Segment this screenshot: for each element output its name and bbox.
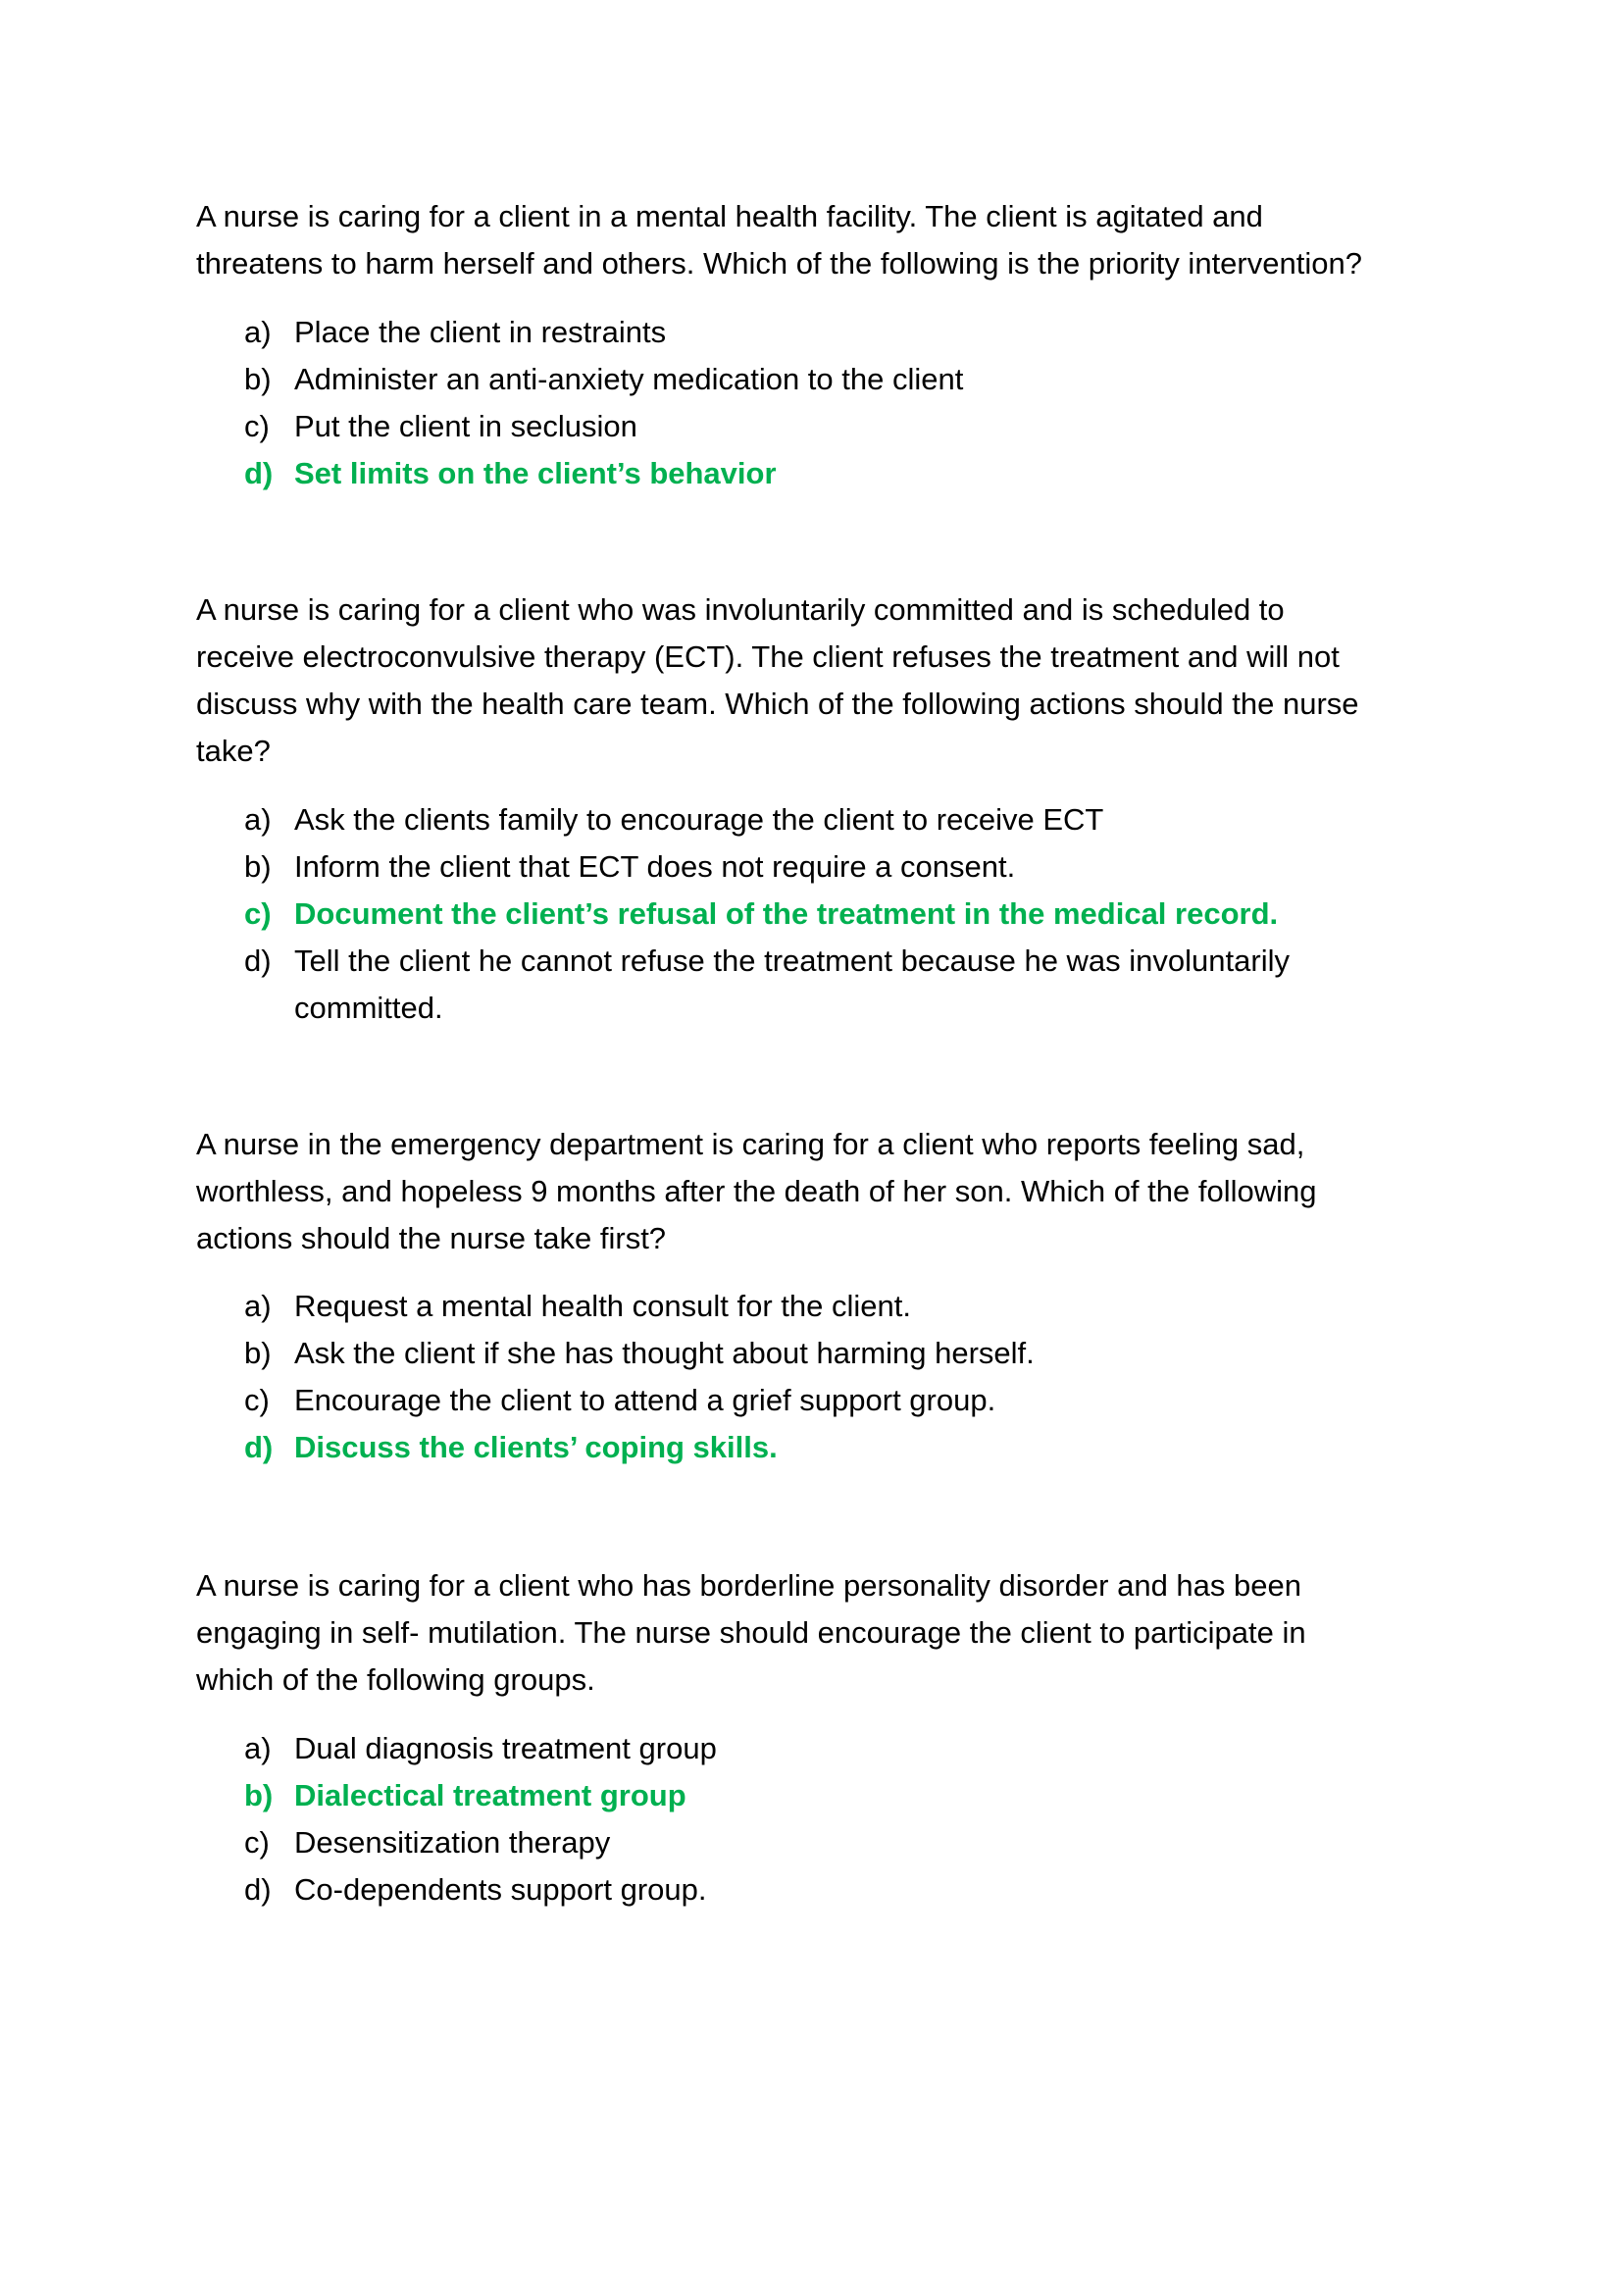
option-d-correct-answer [244, 450, 963, 497]
option-label: a) [244, 802, 272, 837]
option-a [244, 309, 963, 356]
question-line: discuss why with the health care team. Which of the following actions should the nurse [196, 687, 1359, 721]
question-line: threatens to harm herself and others. Which of the following is the priority intervention? [196, 246, 1362, 280]
option-text: Co-dependents support group. [294, 1872, 707, 1907]
option-text: Dialectical treatment group [294, 1778, 686, 1812]
option-label: a) [244, 1289, 272, 1323]
question-1-stem [196, 193, 1362, 287]
question-4-stem [196, 1562, 1306, 1704]
option-text: Administer an anti-anxiety medication to the client [294, 362, 964, 396]
question-3-stem [196, 1121, 1317, 1262]
question-line: engaging in self- mutilation. The nurse should encourage the client to participate in [196, 1615, 1306, 1650]
option-d [244, 1866, 717, 1913]
option-text: Encourage the client to attend a grief support group. [294, 1383, 996, 1417]
option-a [244, 1283, 1035, 1330]
option-text: Ask the clients family to encourage the client to receive ECT [294, 802, 1104, 837]
option-label: d) [244, 944, 272, 978]
option-label: c) [244, 1383, 270, 1417]
option-text: Discuss the clients’ coping skills. [294, 1430, 778, 1464]
question-4-options [244, 1725, 717, 1913]
option-text: Request a mental health consult for the client. [294, 1289, 911, 1323]
option-label: c) [244, 409, 270, 443]
option-label: c) [244, 896, 272, 931]
option-text: Place the client in restraints [294, 315, 667, 349]
question-2-options [244, 796, 1290, 1032]
option-label: b) [244, 849, 272, 884]
option-d [244, 938, 1290, 1032]
option-b [244, 843, 1290, 891]
option-label: d) [244, 1430, 274, 1464]
option-text: Set limits on the client’s behavior [294, 456, 777, 490]
question-line: A nurse is caring for a client in a mental health facility. The client is agitated and [196, 199, 1263, 233]
option-text-continued: committed. [294, 991, 443, 1025]
question-line: take? [196, 734, 271, 768]
option-label: a) [244, 315, 272, 349]
option-c-correct-answer [244, 891, 1290, 938]
option-b [244, 1330, 1035, 1377]
option-label: a) [244, 1731, 272, 1765]
option-label: c) [244, 1825, 270, 1860]
option-text: Ask the client if she has thought about harming herself. [294, 1336, 1035, 1370]
option-d-correct-answer [244, 1424, 1035, 1471]
option-label: b) [244, 1336, 272, 1370]
option-label: d) [244, 1872, 272, 1907]
option-b [244, 356, 963, 403]
question-line: which of the following groups. [196, 1662, 595, 1697]
option-text: Inform the client that ECT does not require a consent. [294, 849, 1016, 884]
option-text: Dual diagnosis treatment group [294, 1731, 717, 1765]
option-b-correct-answer [244, 1772, 717, 1819]
option-text: Desensitization therapy [294, 1825, 611, 1860]
option-text: Tell the client he cannot refuse the treatment because he was involuntarily [294, 944, 1290, 978]
option-c [244, 403, 963, 450]
question-line: actions should the nurse take first? [196, 1221, 667, 1255]
question-line: A nurse in the emergency department is caring for a client who reports feeling sad, [196, 1127, 1305, 1161]
question-3-options [244, 1283, 1035, 1471]
question-line: A nurse is caring for a client who has borderline personality disorder and has been [196, 1568, 1301, 1603]
question-line: worthless, and hopeless 9 months after the death of her son. Which of the following [196, 1174, 1317, 1208]
option-text: Put the client in seclusion [294, 409, 637, 443]
option-c [244, 1377, 1035, 1424]
option-text: Document the client’s refusal of the treatment in the medical record. [294, 896, 1279, 931]
option-a [244, 1725, 717, 1772]
option-label: b) [244, 362, 272, 396]
question-line: receive electroconvulsive therapy (ECT). The client refuses the treatment and will not [196, 639, 1340, 674]
option-label: d) [244, 456, 274, 490]
question-2-stem [196, 586, 1359, 775]
question-1-options [244, 309, 963, 497]
question-line: A nurse is caring for a client who was involuntarily committed and is scheduled to [196, 592, 1285, 627]
option-label: b) [244, 1778, 274, 1812]
option-a [244, 796, 1290, 843]
option-c [244, 1819, 717, 1866]
